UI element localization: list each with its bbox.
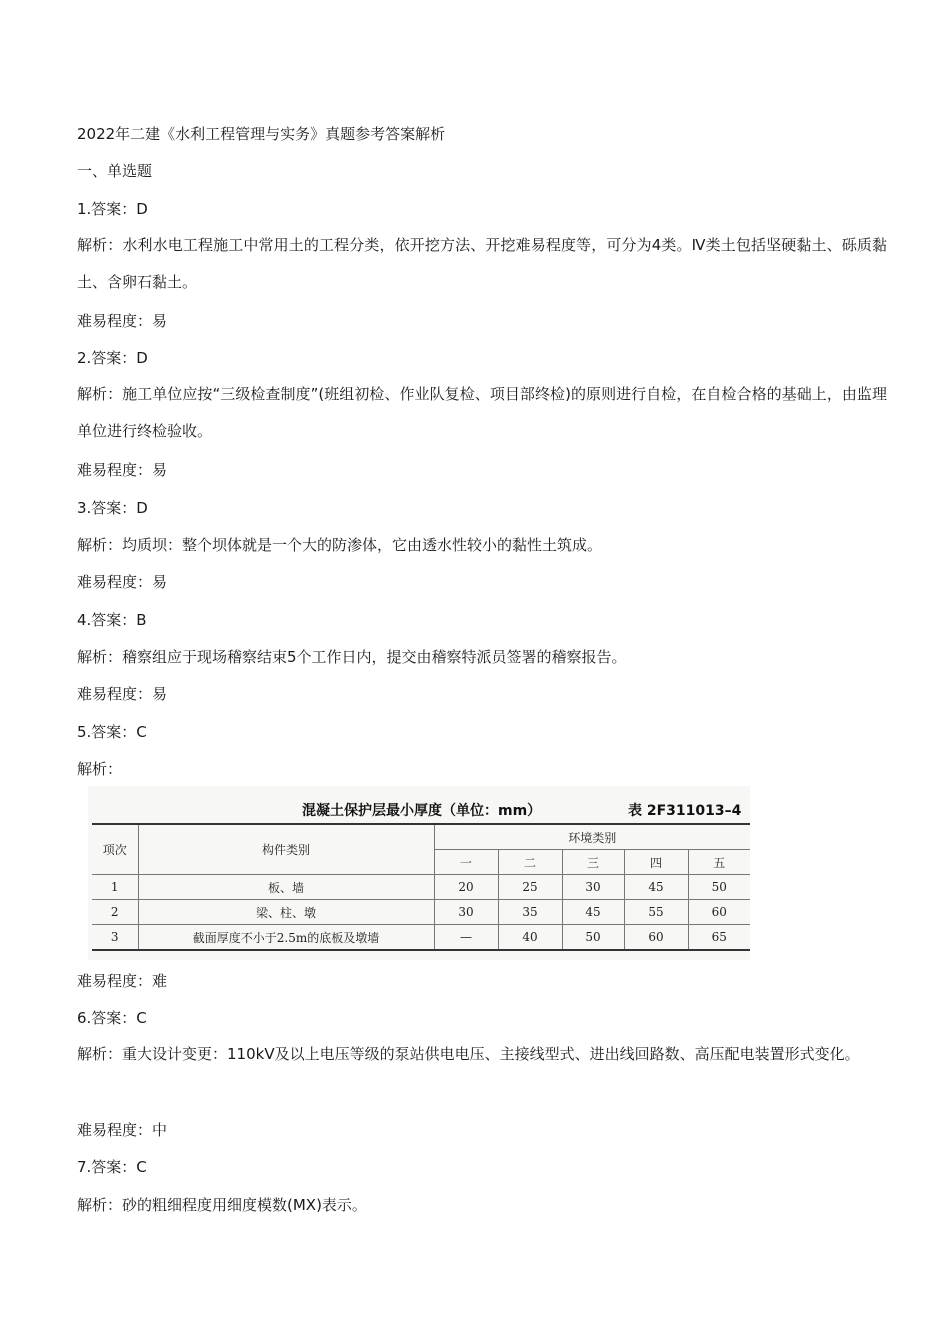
q1-answer: 1.答案：D bbox=[77, 200, 148, 218]
table-grid bbox=[92, 823, 750, 951]
q4-analysis: 解析：稽察组应于现场稽察结束5个工作日内，提交由稽察特派员签署的稽察报告。 bbox=[77, 648, 627, 666]
cell: 50 bbox=[688, 875, 750, 900]
q7-answer: 7.答案：C bbox=[77, 1158, 147, 1176]
q6-answer: 6.答案：C bbox=[77, 1009, 147, 1027]
env-2: 二 bbox=[498, 850, 562, 875]
cell: 45 bbox=[562, 900, 624, 925]
q7-analysis: 解析：砂的粗细程度用细度模数(MX)表示。 bbox=[77, 1196, 367, 1214]
q2-answer: 2.答案：D bbox=[77, 349, 148, 367]
cell: 55 bbox=[624, 900, 688, 925]
table-row bbox=[92, 925, 750, 951]
cell: 65 bbox=[688, 925, 750, 951]
env-4: 四 bbox=[624, 850, 688, 875]
row-no: 2 bbox=[92, 900, 138, 925]
cell: 60 bbox=[624, 925, 688, 951]
document-title: 2022年二建《水利工程管理与实务》真题参考答案解析 bbox=[77, 125, 446, 143]
cell: 35 bbox=[498, 900, 562, 925]
row-name: 截面厚度不小于2.5m的底板及墩墙 bbox=[138, 925, 434, 951]
cell: 30 bbox=[434, 900, 498, 925]
row-name: 板、墙 bbox=[138, 875, 434, 900]
header-type: 构件类别 bbox=[138, 824, 434, 875]
row-no: 1 bbox=[92, 875, 138, 900]
q3-analysis: 解析：均质坝：整个坝体就是一个大的防渗体，它由透水性较小的黏性土筑成。 bbox=[77, 536, 603, 554]
cell: 45 bbox=[624, 875, 688, 900]
q1-difficulty: 难易程度：易 bbox=[77, 312, 168, 330]
cell: 20 bbox=[434, 875, 498, 900]
q6-difficulty: 难易程度：中 bbox=[77, 1121, 168, 1139]
table-row bbox=[92, 875, 750, 900]
cell: 60 bbox=[688, 900, 750, 925]
q2-analysis: 解析：施工单位应按“三级检查制度”(班组初检、作业队复检、项目部终检)的原则进行自检，在自检合格的基础上，由监理单位进行终检验收。 bbox=[77, 385, 887, 440]
q5-analysis: 解析： bbox=[77, 760, 123, 778]
cell: 30 bbox=[562, 875, 624, 900]
cell: 25 bbox=[498, 875, 562, 900]
q6-analysis: 解析：重大设计变更：110kV及以上电压等级的泵站供电电压、主接线型式、进出线回路数、高压配电装置形式变化。 bbox=[77, 1045, 860, 1063]
q3-difficulty: 难易程度：易 bbox=[77, 573, 168, 591]
env-1: 一 bbox=[434, 850, 498, 875]
q1-analysis: 解析：水利水电工程施工中常用土的工程分类，依开挖方法、开挖难易程度等，可分为4类。Ⅳ类土包括坚硬黏土、砾质黏土、含卵石黏土。 bbox=[77, 236, 887, 291]
cover-thickness-table bbox=[88, 786, 750, 960]
q5-answer: 5.答案：C bbox=[77, 723, 147, 741]
row-no: 3 bbox=[92, 925, 138, 951]
table-row bbox=[92, 900, 750, 925]
q3-answer: 3.答案：D bbox=[77, 499, 148, 517]
cell: — bbox=[434, 925, 498, 951]
table-title: 混凝土保护层最小厚度（单位：mm） bbox=[302, 803, 542, 819]
header-item: 项次 bbox=[92, 824, 138, 875]
header-env: 环境类别 bbox=[434, 824, 750, 850]
env-3: 三 bbox=[562, 850, 624, 875]
table-code: 表 2F311013–4 bbox=[628, 803, 742, 819]
q4-difficulty: 难易程度：易 bbox=[77, 685, 168, 703]
cell: 40 bbox=[498, 925, 562, 951]
row-name: 梁、柱、墩 bbox=[138, 900, 434, 925]
q2-difficulty: 难易程度：易 bbox=[77, 461, 168, 479]
env-5: 五 bbox=[688, 850, 750, 875]
q4-answer: 4.答案：B bbox=[77, 611, 147, 629]
section-heading: 一、单选题 bbox=[77, 162, 153, 180]
q5-difficulty: 难易程度：难 bbox=[77, 972, 168, 990]
cell: 50 bbox=[562, 925, 624, 951]
